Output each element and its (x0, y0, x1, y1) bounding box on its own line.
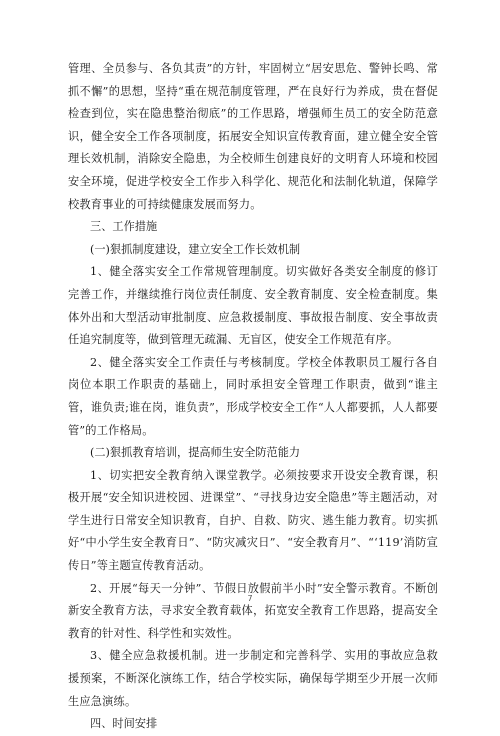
intro-paragraph: 管理、全员参与、各负其责”的方针，牢固树立“居安思危、警钟长鸣、常抓不懈”的思想，坚持“重在规范制度管理，严在良好行为养成，贵在督促检查到位，实在隐患整治彻底”的工作思路，增强师生员工的安全防范意识，健全安全工作各项制度，拓展安全知识宣传教育面，建立健全安全管理长效机制，消除安全隐患，为全校师生创建良好的文明育人环境和校园安全环境，促进学校安全工作步入科学化、规范化和法制化轨道，保障学校教育事业的可持续健康发展而努力。 (68, 62, 438, 211)
paragraph-emergency-rescue: 3、健全应急救援机制。进一步制定和完善科学、实用的事故应急救援预案，不断深化演练工作，结合学校实际，确保每学期至少开展一次师生应急演练。 (68, 649, 438, 708)
page-number: 7 (247, 594, 253, 603)
paragraph-routine-management: 1、健全落实安全工作常规管理制度。切实做好各类安全制度的修订完善工作，并继续推行岗位责任制度、安全教育制度、安全检查制度。集体外出和大型活动审批制度、应急救援制度、事故报告制度、安全事故责任追究制度等，做到管理无疏漏、无盲区，使安全工作规范有序。 (68, 265, 438, 347)
paragraph-warning-education: 2、开展“每天一分钟”、节假日放假前半小时”安全警示教育。不断创新安全教育方法，寻求安全教育载体，拓宽安全教育工作思路，提高安全教育的针对性、科学性和实效性。 (68, 581, 438, 640)
document-body (68, 58, 438, 736)
section-heading-work-measures: 三、工作措施 (90, 220, 158, 234)
paragraph-responsibility-assessment: 2、健全落实安全工作责任与考核制度。学校全体教职员工履行各自岗位本职工作职责的基础上，同时承担安全管理工作职责，做到“谁主管，谁负责;谁在岗，谁负责”，形成学校安全工作“人人都要抓，人人都要管”的工作格局。 (68, 355, 438, 437)
subsection-heading-system-building: (一)狠抓制度建设，建立安全工作长效机制 (90, 242, 301, 256)
paragraph-classroom-safety-education: 1、切实把安全教育纳入课堂教学。必须按要求开设安全教育课，积极开展“安全知识进校园、进课堂”、“寻找身边安全隐患”等主题活动，对学生进行日常安全知识教育，自护、自救、防灾、逃生能力教育。切实抓好“中小学生安全教育日”、“防灾减灾日”、“安全教育月”、“‘119’消防宣传日”等主题宣传教育活动。 (68, 468, 438, 573)
subsection-heading-education-training: (二)狠抓教育培训，提高师生安全防范能力 (90, 446, 301, 460)
section-heading-schedule: 四、时间安排 (90, 717, 158, 731)
